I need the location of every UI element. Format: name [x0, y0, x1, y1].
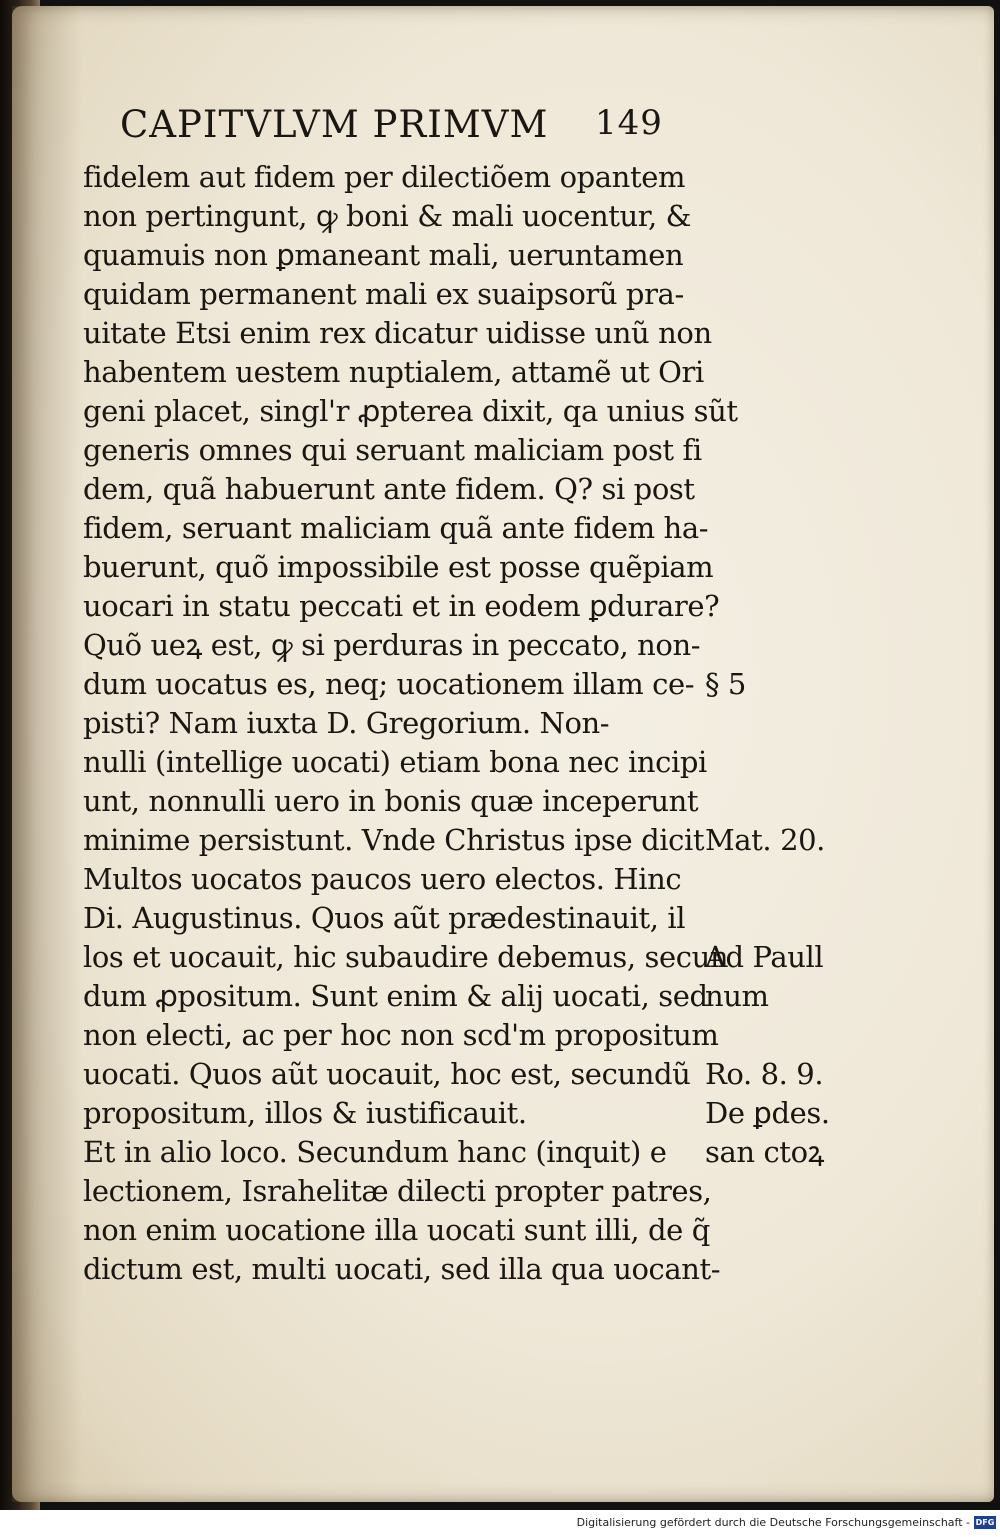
- text-line: Di. Augustinus. Quos aũt prædestinauit, il: [83, 901, 686, 935]
- text-line: lectionem, Israhelitæ dilecti propter patres,: [83, 1174, 712, 1208]
- text-line: minime persistunt. Vnde Christus ipse dicit: [83, 823, 705, 857]
- page-number: 149: [595, 103, 663, 143]
- text-line: uocati. Quos aũt uocauit, hoc est, secundũ: [83, 1057, 691, 1091]
- text-line: propositum, illos & iustificauit.: [83, 1096, 527, 1130]
- text-line: los et uocauit, hic subaudire debemus, secun: [83, 940, 729, 974]
- text-line: habentem uestem nuptialem, attamẽ ut Ori: [83, 355, 704, 389]
- text-line: dum uocatus es, neq; uocationem illam ce-: [83, 667, 695, 701]
- text-line: Multos uocatos paucos uero electos. Hinc: [83, 862, 682, 896]
- margin-note: De ꝑdes.: [705, 1096, 830, 1130]
- text-line: quidam permanent mali ex suaipsorũ pra-: [83, 277, 684, 311]
- text-line: generis omnes qui seruant maliciam post fi: [83, 433, 702, 467]
- margin-note: san ctoꝝ: [705, 1135, 824, 1169]
- text-line: dictum est, multi uocati, sed illa qua uocant-: [83, 1252, 721, 1286]
- margin-note: Ro. 8. 9.: [705, 1057, 824, 1091]
- text-line: buerunt, quõ impossibile est posse quẽpiam: [83, 550, 714, 584]
- text-line: pisti? Nam iuxta D. Gregorium. Non-: [83, 706, 610, 740]
- text-line: Et in alio loco. Secundum hanc (inquit) e: [83, 1135, 667, 1169]
- text-line: quamuis non ꝑmaneant mali, ueruntamen: [83, 238, 684, 272]
- margin-note: Ad Paull: [705, 940, 824, 974]
- text-line: Quõ ueꝝ est, ꝙ si perduras in peccato, non-: [83, 628, 701, 662]
- text-line: uocari in statu peccati et in eodem ꝑdurare?: [83, 589, 720, 623]
- margin-note: num: [705, 979, 769, 1013]
- chapter-title: CAPITVLVM PRIMVM: [120, 103, 549, 146]
- margin-note: § 5: [705, 667, 746, 701]
- text-line: uitate Etsi enim rex dicatur uidisse unũ non: [83, 316, 712, 350]
- dfg-logo: DFG: [975, 1518, 995, 1527]
- text-line: non enim uocatione illa uocati sunt illi, de q̃: [83, 1213, 710, 1247]
- footer-credit: Digitalisierung gefördert durch die Deutsche Forschungsgemeinschaft -: [576, 1516, 970, 1529]
- text-line: dum ꝓpositum. Sunt enim & alij uocati, sed: [83, 979, 708, 1013]
- text-line: non pertingunt, ꝙ boni & mali uocentur, &: [83, 199, 692, 233]
- text-line: geni placet, singl'r ꝓpterea dixit, qa unius sũt: [83, 394, 738, 428]
- text-line: nulli (intellige uocati) etiam bona nec incipi: [83, 745, 707, 779]
- text-line: fidem, seruant maliciam quã ante fidem ha-: [83, 511, 709, 545]
- running-header: [120, 103, 680, 155]
- text-line: unt, nonnulli uero in bonis quæ inceperunt: [83, 784, 699, 818]
- text-line: non electi, ac per hoc non scd'm propositum: [83, 1018, 719, 1052]
- text-line: fidelem aut fidem per dilectiõem opantem: [83, 160, 686, 194]
- text-line: dem, quã habuerunt ante fidem. Q? si post: [83, 472, 695, 506]
- footer-bar: [0, 1510, 1000, 1537]
- margin-note: Mat. 20.: [705, 823, 825, 857]
- spine-shadow: [12, 6, 82, 1502]
